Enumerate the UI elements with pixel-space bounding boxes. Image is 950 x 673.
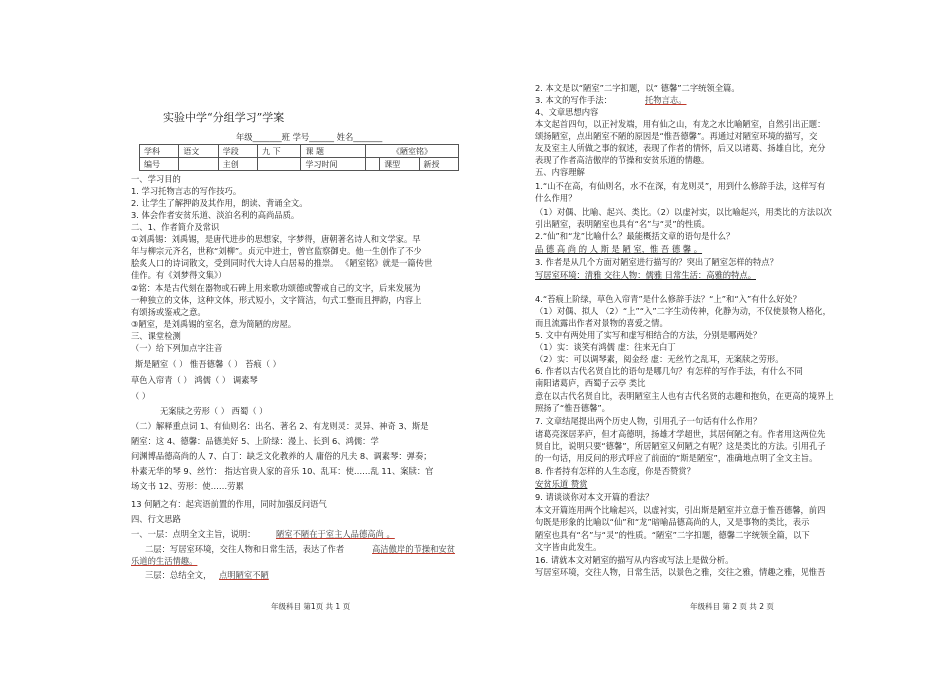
text-line: （二）解释重点词 1、有仙则名：出名、著名 2、有龙则灵：灵异、神奇 3、斯是: [131, 421, 429, 431]
table-cell: 编号: [140, 158, 179, 171]
text-line: （1）对偶、比喻、起兴、类比。（2）以虚衬实，以比喻起兴，用类比的方法以次: [535, 207, 832, 217]
text-line: 场文书 12、劳形：使……劳累: [131, 481, 244, 491]
table-cell: [258, 158, 301, 171]
text-line: 一种独立的文体，这种文体，形式短小，文字简洁，句式工整而且押韵，内容上: [131, 295, 422, 305]
text-line: 写居室环境：清雅 交往人物：儒雅 日常生活：高雅的特点。: [535, 270, 756, 280]
text-line: 写居室环境，交往人物，日常生活，以景色之雅，交往之雅，情趣之雅，见惟吾: [535, 567, 826, 577]
text-line: 2.“仙”和“龙”比喻什么？最能概括文章的语句是什么？: [535, 231, 735, 241]
text-line: ②铭：本是古代刻在器物或石碑上用来歌功颂德或警戒自己的文字，后来发展为: [131, 283, 421, 293]
text-line: 2. 本文是以“陋室”二字扣题，以“ 德馨”二字统领全篇。: [535, 83, 740, 93]
table-cell: 学科: [140, 145, 179, 158]
text-line: 3. 本文的写作手法：: [535, 95, 612, 105]
page-title: 实验中学“分组学习”学案: [163, 111, 285, 124]
text-line: 草色入帘青（ ） 鸿儒（ ） 调素琴: [131, 375, 258, 385]
text-line: ③陋室，是刘禹锡的室名，意为简陋的房屋。: [131, 319, 297, 329]
text-line: 颂扬陋室，点出陋室不陋的原因是“惟吾德馨”。再通过对陋室环境的描写，交: [535, 131, 818, 141]
table-cell: [366, 158, 380, 171]
right-page: [475, 0, 950, 673]
text-line: 问渊博品德高尚的人 7、白丁：缺乏文化教养的人 庸俗的凡夫 8、调素琴：弹奏；: [131, 451, 432, 461]
text-line: 朴素无华的琴 9、丝竹： 指达官贵人家的音乐 10、乱耳：使……乱 11、案牍：官: [131, 466, 434, 476]
text-line: 而且流露出作者对景物的喜爱之情。: [535, 318, 668, 328]
table-row: [140, 145, 459, 158]
text-line: 陋室：这 4、德馨：品德美好 5、上阶绿：漫上、长到 6、鸿儒：学: [131, 436, 379, 446]
text-line: 年与柳宗元齐名，世称“刘柳”。贞元中进士，曾官监察御史。他一生创作了不少: [131, 246, 422, 256]
text-line: 4、文章思想内容: [535, 107, 599, 117]
table-cell: 主创: [218, 158, 257, 171]
text-line: 本文起首四句，以正衬发端，用有仙之山，有龙之水比喻陋室，自然引出正题：: [535, 119, 826, 129]
text-line: 2. 让学生了解押韵及其作用，朗读、背诵全文。: [131, 198, 308, 208]
answer-summary: 点明陋室不陋: [219, 570, 269, 580]
text-line: 有颂扬或鉴戒之意。: [131, 307, 206, 317]
text-line: 友及室主人所做之事的叙述，表现了作者的情怀，后又以诸葛、扬雄自比，充分: [535, 143, 826, 153]
text-line: 6. 作者以古代名贤自比的语句是哪几句？有怎样的写作手法，有什么不同: [535, 366, 803, 376]
info-table: [139, 144, 459, 171]
text-line: 引出陋室，表明陋室也具有“名”与“灵”的性质。: [535, 219, 710, 229]
page-footer: 年级科目 第1页 共 1 页: [271, 602, 351, 611]
text-line: 品 德 高 尚 的 人 斯 是 陋 室，惟 吾 德 馨 。: [535, 244, 703, 254]
text-line: 13 何陋之有：起宾语前置的作用，同时加强反问语气: [131, 499, 327, 509]
text-line: 三层：总结全文，: [145, 570, 212, 580]
text-line: 7. 文章结尾提出两个历史人物，引用孔子一句话有什么作用？: [535, 416, 762, 426]
text-line: 的一句话，用反问的形式呼应了前面的“斯是陋室”，准确地点明了全文主旨。: [535, 453, 818, 463]
text-line: （2）实：可以调琴素，阅金经 虚：无丝竹之乱耳，无案牍之劳形。: [535, 354, 784, 364]
text-line: 一、学习目的: [131, 174, 181, 184]
text-line: ①刘禹锡：刘禹锡，是唐代进步的思想家，字梦得，唐朝著名诗人和文学家。早: [131, 234, 421, 244]
page-footer: 年级科目 第 2 页 共 2 页: [690, 602, 774, 611]
text-line: 3. 作者是从几个方面对陋室进行描写的？突出了陋室怎样的特点？: [535, 257, 778, 267]
text-line: 意在以古代名贤自比，表明陋室主人也有古代名贤的志趣和抱负，在更高的境界上: [535, 391, 834, 401]
text-line: 五、内容理解: [535, 167, 585, 177]
text-line: 南阳诸葛庐，西蜀子云亭 类比: [535, 378, 646, 388]
text-line: 无案牍之劳形（ ） 西蜀（ ）: [160, 406, 268, 416]
text-line: 1.“山不在高，有仙则名，水不在深，有龙则灵”，用到什么修辞手法，这样写有: [535, 181, 826, 191]
text-line: 5. 文中有两处用了实写和虚写相结合的方法，分别是哪两处？: [535, 330, 762, 340]
text-line: 4.“苔痕上阶绿，草色入帘青”是什么修辞手法？“上”和“入”有什么好处？: [535, 294, 802, 304]
table-cell: 课型: [380, 158, 419, 171]
text-line: 照扬了“惟吾德馨”。: [535, 403, 610, 413]
table-cell: 九 下: [258, 145, 301, 158]
text-line: 佳作。有《刘梦得文集》）: [131, 270, 227, 280]
text-line: 诸葛亮深居茅庐，但才高德明，扬雄才学超世，其居何陋之有。作者用这两位先: [535, 429, 826, 439]
answer-theme: 陋室不陋在于室主人品德高尚 。: [276, 529, 395, 539]
answer-sentiment: 高洁傲岸的节操和安贫: [372, 544, 455, 554]
text-line: 本文开篇连用两个比喻起兴，以虚衬实，引出斯是陋室并立意于惟吾德馨，前四: [535, 505, 826, 515]
answer-method: 托物言志。: [645, 95, 687, 105]
table-cell: 学段: [218, 145, 257, 158]
text-line: 陋室也具有“名”与“灵”的性质。“陋室”二字扣题，德馨二字统领全篇，以下: [535, 530, 810, 540]
text-line: （1）实：谈笑有鸿儒 虚：往来无白丁: [535, 342, 676, 352]
text-line: 贤自比，说明只要“德馨”，所居陋室又何陋之有呢？这是类比的方法。引用孔子: [535, 441, 826, 451]
table-cell: 学习时间: [301, 158, 366, 171]
text-line: 安贫乐道 赞赏: [535, 479, 588, 489]
text-line: 8. 作者持有怎样的人生态度，你是否赞赏？: [535, 466, 695, 476]
text-line: 9. 请谈谈你对本文开篇的看法？: [535, 492, 654, 502]
text-line: 乐道的生活情趣。: [131, 556, 198, 566]
text-line: 句既是形象的比喻以“仙”和“龙”暗喻品德高尚的人，又是事物的类比，表示: [535, 517, 810, 527]
text-line: 二层：写居室环境，交往人物和日常生活，表达了作者: [145, 544, 345, 554]
text-line: 3. 体会作者安贫乐道、淡泊名利的高尚品质。: [131, 210, 300, 220]
text-line: 二、1、作者简介及常识: [131, 222, 220, 232]
table-cell: 《陋室铭》: [366, 145, 459, 158]
table-row: [140, 158, 459, 171]
text-line: 文字皆由此发生。: [535, 542, 602, 552]
text-line: （ ）: [131, 391, 151, 401]
text-line: 16. 请就本文对陋室的描写从内容或写法上是做分析。: [535, 555, 734, 565]
text-line: 四、行文思路: [131, 514, 181, 524]
text-line: （1）对偶、拟人 （2）“上”“入”二字生动传神，化静为动，不仅使景物人格化，: [535, 306, 831, 316]
table-cell: 语文: [179, 145, 218, 158]
student-fields: 年级_______班 学号______ 姓名_______: [236, 132, 383, 142]
text-line: 脍炙人口的诗词散文，受到同时代大诗人白居易的推崇。 《陋室铭》就是一篇传世: [131, 258, 433, 268]
text-line: 什么作用？: [535, 193, 577, 203]
text-line: 三、课堂检测: [131, 331, 181, 341]
text-line: 斯是陋室（ ） 惟吾德馨（ ） 苔痕（ ）: [135, 359, 281, 369]
table-cell: [179, 158, 218, 171]
table-cell: 新授: [419, 158, 458, 171]
text-line: （一）给下列加点字注音: [131, 343, 223, 353]
text-line: 一、一层：点明全文主旨，说明：: [131, 529, 256, 539]
table-cell: 课 题: [301, 145, 366, 158]
text-line: 表现了作者高洁傲岸的节操和安贫乐道的情趣。: [535, 155, 710, 165]
text-line: 1. 学习托物言志的写作技巧。: [131, 186, 242, 196]
